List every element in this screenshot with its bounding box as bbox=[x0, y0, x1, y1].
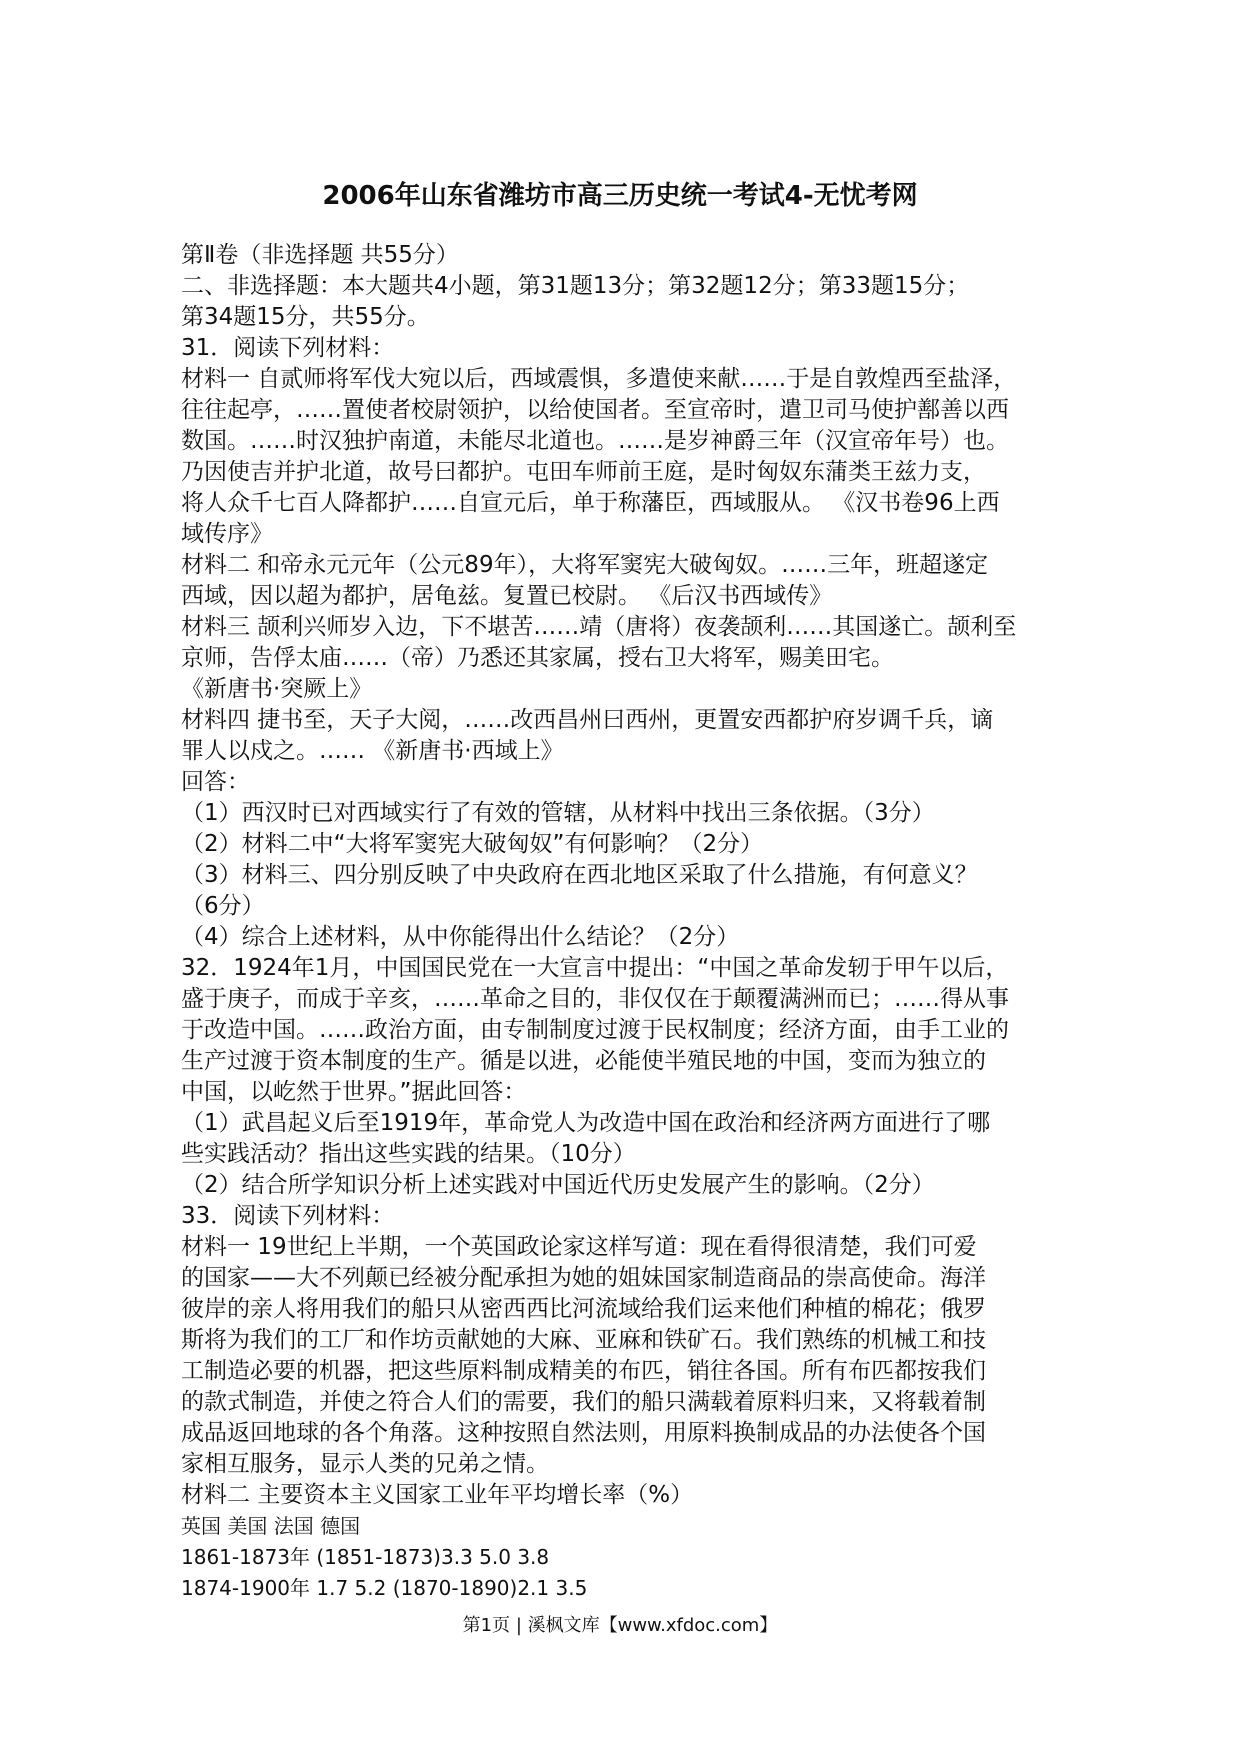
text-line: 将人众千七百人降都护……自宣元后，单于称藩臣，西域服从。 《汉书卷96上西 bbox=[181, 490, 1000, 516]
table-line: 1874-1900年 1.7 5.2 (1870-1890)2.1 3.5 bbox=[181, 1576, 588, 1600]
text-line: 的款式制造，并使之符合人们的需要，我们的船只满载着原料归来，又将载着制 bbox=[181, 1389, 986, 1415]
text-line: 中国，以屹然于世界。”据此回答： bbox=[181, 1079, 527, 1105]
text-line: 31．阅读下列材料： bbox=[181, 335, 395, 361]
text-line: 材料一 19世纪上半期，一个英国政论家这样写道：现在看得很清楚，我们可爱 bbox=[181, 1234, 977, 1260]
text-line: 材料四 捷书至，天子大阅，……改西昌州曰西州，更置安西都护府岁调千兵，谪 bbox=[181, 707, 994, 733]
text-line: （4）综合上述材料，从中你能得出什么结论？（2分） bbox=[181, 924, 740, 950]
text-line: 二、非选择题：本大题共4小题，第31题13分；第32题12分；第33题15分； bbox=[181, 273, 970, 299]
text-line: 乃因使吉并护北道，故号曰都护。屯田车师前王庭，是时匈奴东蒲类王兹力支， bbox=[181, 459, 986, 485]
text-line: 33．阅读下列材料： bbox=[181, 1203, 395, 1229]
text-line: 材料二 和帝永元元年（公元89年），大将军窦宪大破匈奴。……三年，班超遂定 bbox=[181, 552, 989, 578]
text-line: 回答： bbox=[181, 769, 250, 795]
text-line: 工制造必要的机器，把这些原料制成精美的布匹，销往各国。所有布匹都按我们 bbox=[181, 1358, 986, 1384]
text-line: 32．1924年1月，中国国民党在一大宣言中提出：“中国之革命发轫于甲午以后， bbox=[181, 955, 1009, 981]
text-line: 材料三 颉利兴师岁入边，下不堪苦……靖（唐将）夜袭颉利……其国遂亡。颉利至 bbox=[181, 614, 1017, 640]
document-body bbox=[181, 240, 1071, 1604]
text-line: 域传序》 bbox=[181, 521, 273, 547]
text-line: （2）结合所学知识分析上述实践对中国近代历史发展产生的影响。（2分） bbox=[181, 1172, 935, 1198]
table-line: 1861-1873年 (1851-1873)3.3 5.0 3.8 bbox=[181, 1545, 550, 1569]
text-line: 斯将为我们的工厂和作坊贡献她的大麻、亚麻和铁矿石。我们熟练的机械工和技 bbox=[181, 1327, 986, 1353]
text-line: 西域，因以超为都护，居龟兹。复置已校尉。 《后汉书西域传》 bbox=[181, 583, 833, 609]
text-line: 彼岸的亲人将用我们的船只从密西西比河流域给我们运来他们种植的棉花；俄罗 bbox=[181, 1296, 986, 1322]
text-line: 材料二 主要资本主义国家工业年平均增长率（%） bbox=[181, 1482, 694, 1508]
text-line: （1）武昌起义后至1919年，革命党人为改造中国在政治和经济两方面进行了哪 bbox=[181, 1110, 991, 1136]
text-line: 材料一 自贰师将军伐大宛以后，西域震惧，多遣使来献……于是自敦煌西至盐泽， bbox=[181, 366, 1017, 392]
text-line: 成品返回地球的各个角落。这种按照自然法则，用原料换制成品的办法使各个国 bbox=[181, 1420, 986, 1446]
text-line: （2）材料二中“大将军窦宪大破匈奴”有何影响？（2分） bbox=[181, 831, 764, 857]
text-line: 生产过渡于资本制度的生产。循是以进，必能使半殖民地的中国，变而为独立的 bbox=[181, 1048, 986, 1074]
page-footer: 第1页 | 溪枫文库【www.xfdoc.com】 bbox=[462, 1615, 778, 1636]
text-line: 些实践活动？指出这些实践的结果。（10分） bbox=[181, 1141, 636, 1167]
text-line: 往往起亭，……置使者校尉领护，以给使国者。至宣帝时，遣卫司马使护鄯善以西 bbox=[181, 397, 1009, 423]
text-line: 的国家——大不列颠已经被分配承担为她的姐妹国家制造商品的崇高使命。海洋 bbox=[181, 1265, 986, 1291]
text-line: （1）西汉时已对西域实行了有效的管辖，从材料中找出三条依据。（3分） bbox=[181, 800, 935, 826]
text-line: 盛于庚子，而成于辛亥，……革命之目的，非仅仅在于颠覆满洲而已；……得从事 bbox=[181, 986, 1009, 1012]
text-line: （6分） bbox=[181, 893, 265, 919]
text-line: 数国。……时汉独护南道，未能尽北道也。……是岁神爵三年（汉宣帝年号）也。 bbox=[181, 428, 1009, 454]
text-line: （3）材料三、四分别反映了中央政府在西北地区采取了什么措施，有何意义？ bbox=[181, 862, 978, 888]
text-line: 第34题15分，共55分。 bbox=[181, 304, 430, 330]
text-line: 罪人以戍之。…… 《新唐书·西域上》 bbox=[181, 738, 564, 764]
text-line: 第Ⅱ卷（非选择题 共55分） bbox=[181, 242, 459, 268]
text-line: 家相互服务，显示人类的兄弟之情。 bbox=[181, 1451, 549, 1477]
table-line: 英国 美国 法国 德国 bbox=[181, 1514, 361, 1538]
text-line: 于改造中国。……政治方面，由专制制度过渡于民权制度；经济方面，由手工业的 bbox=[181, 1017, 1009, 1043]
text-line: 京师，告俘太庙……（帝）乃悉还其家属，授右卫大将军，赐美田宅。 bbox=[181, 645, 894, 671]
document-title: 2006年山东省潍坊市高三历史统一考试4-无忧考网 bbox=[322, 181, 918, 211]
text-line: 《新唐书·突厥上》 bbox=[181, 676, 373, 702]
